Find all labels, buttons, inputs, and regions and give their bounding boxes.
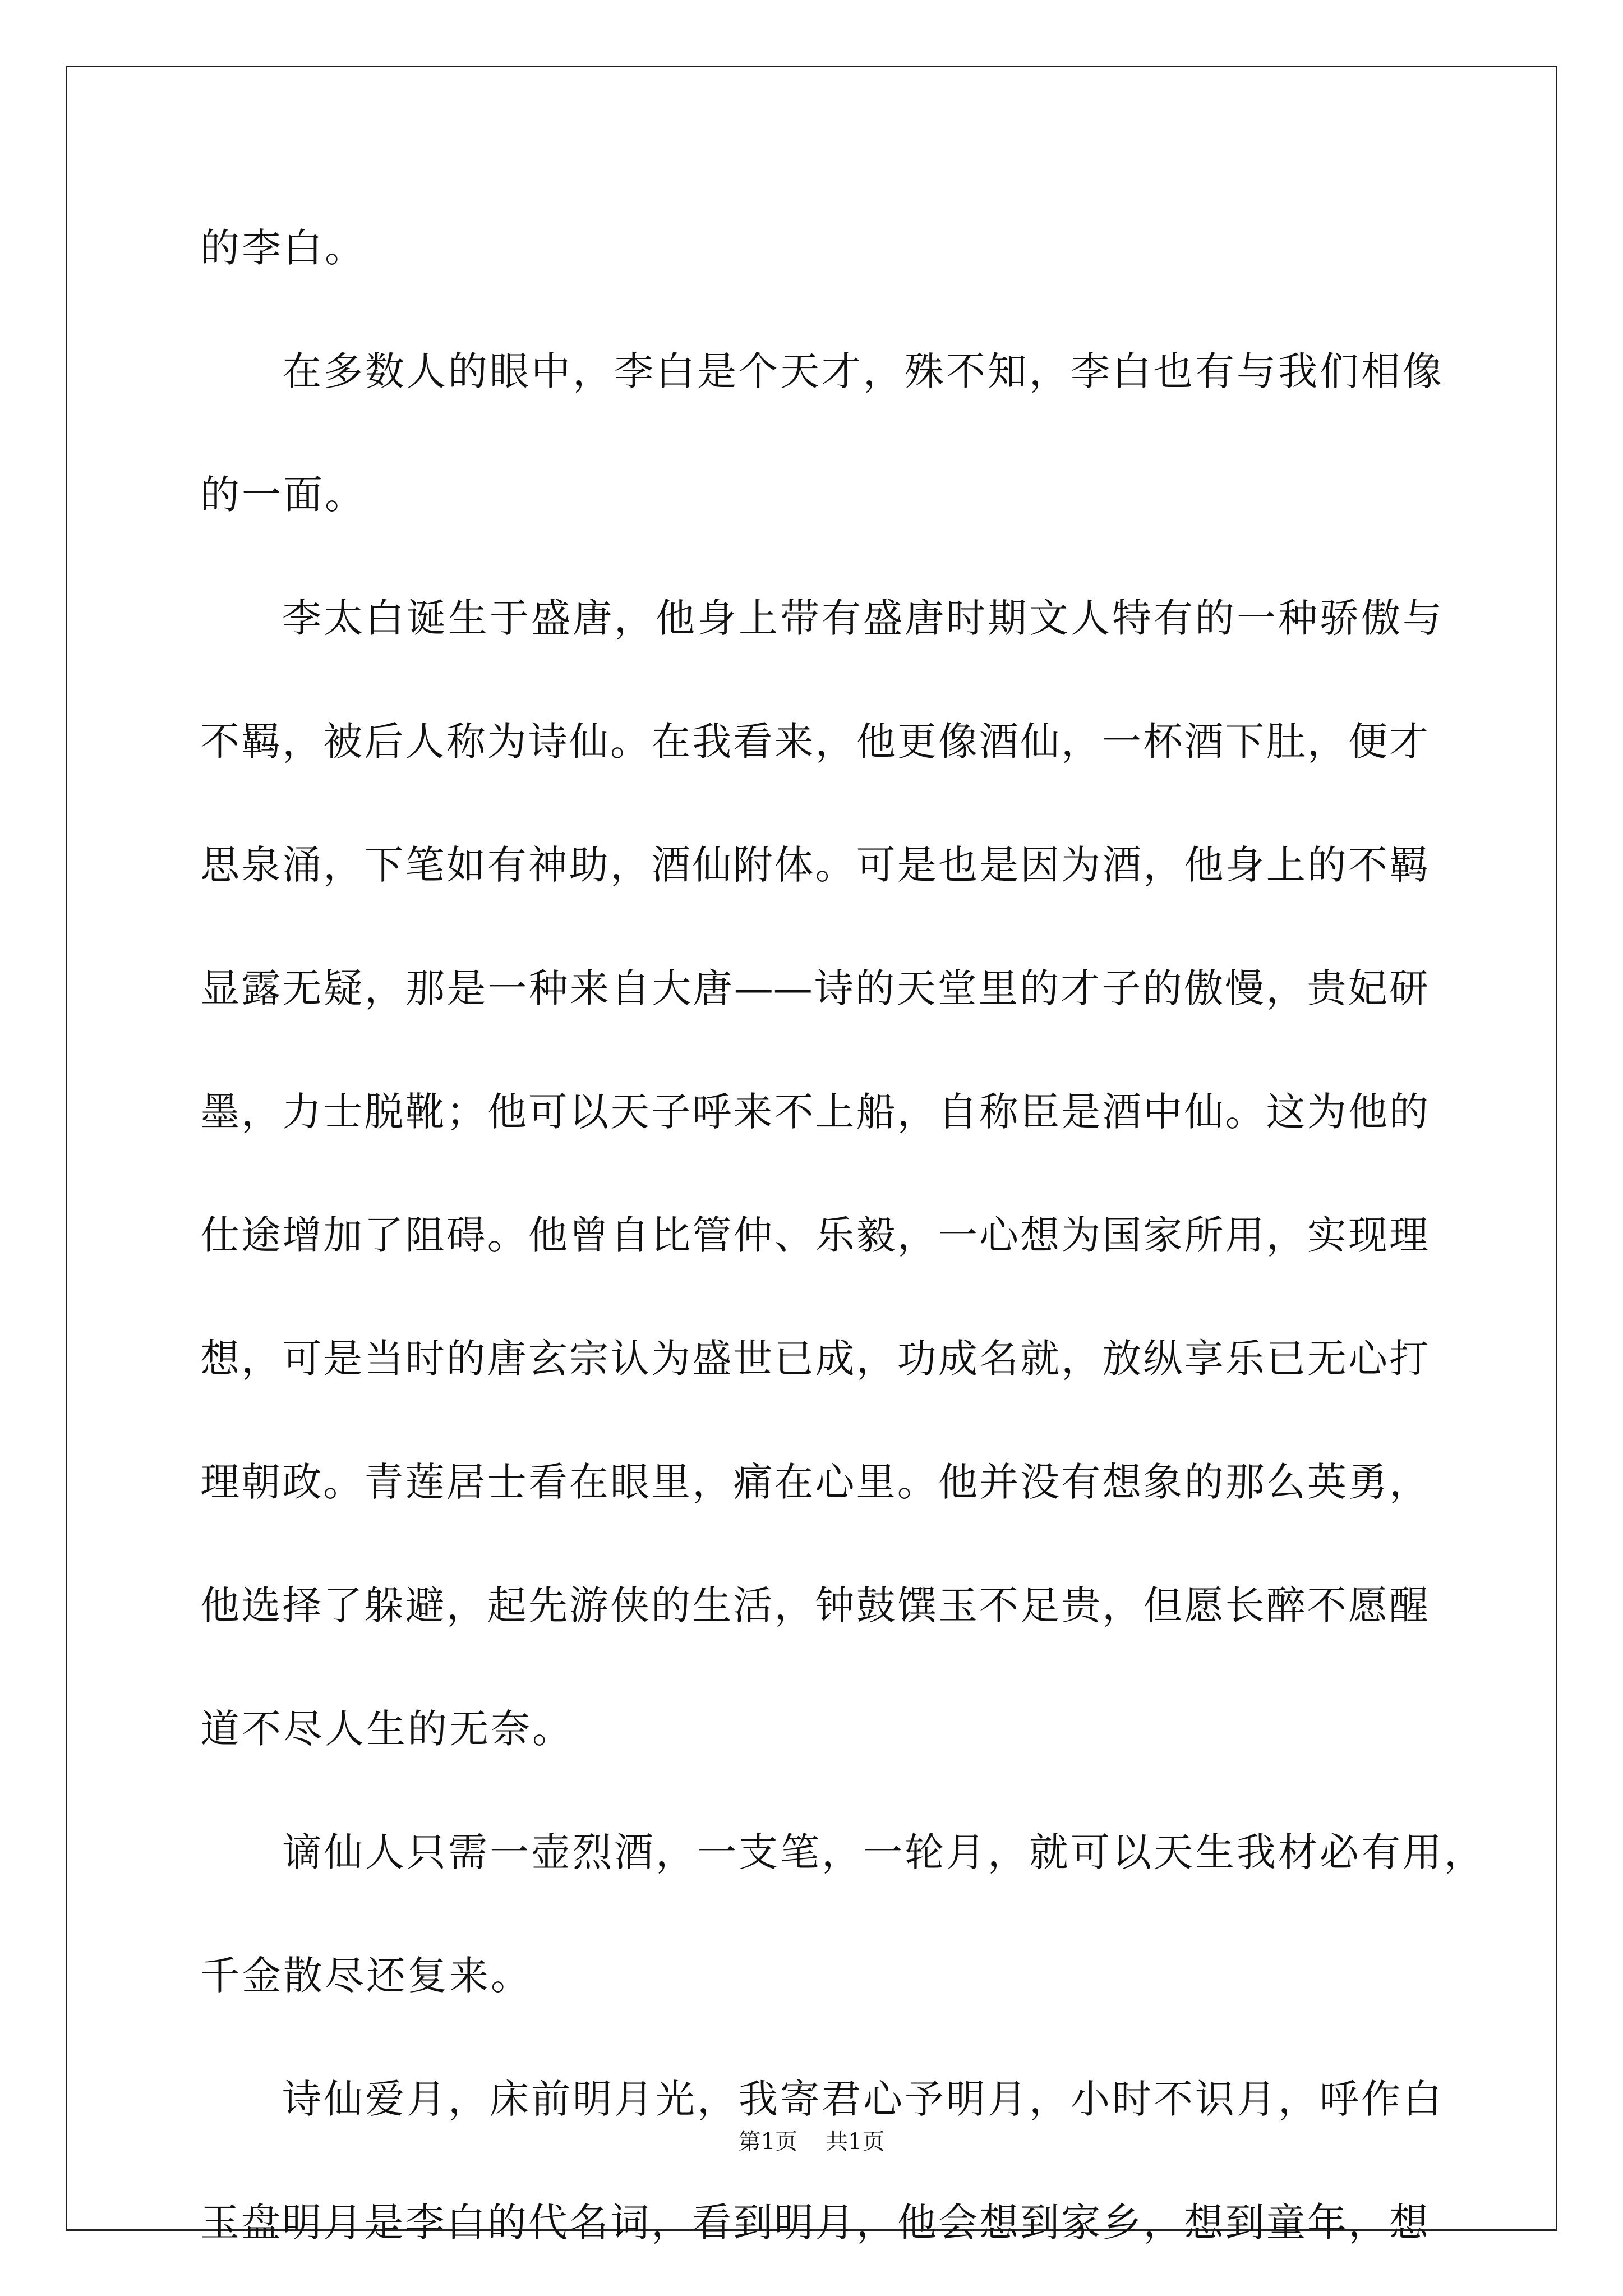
- text-line: 李太白诞生于盛唐，他身上带有盛唐时期文人特有的一种骄傲与: [282, 595, 1444, 641]
- page-total: 共1页: [826, 2129, 885, 2155]
- text-line: 谪仙人只需一壶烈酒，一支笔，一轮月，就可以天生我材必有用，: [282, 1829, 1486, 1875]
- text-line: 他选择了躲避，起先游侠的生活，钟鼓馔玉不足贵，但愿长醉不愿醒: [200, 1582, 1428, 1628]
- text-line: 千金散尽还复来。: [200, 1953, 532, 1999]
- page-number: 第1页: [738, 2129, 797, 2155]
- text-line: 玉盘明月是李白的代名词，看到明月，他会想到家乡，想到童年，想: [200, 2200, 1428, 2246]
- text-line: 仕途增加了阻碍。他曾自比管仲、乐毅，一心想为国家所用，实现理: [200, 1212, 1428, 1258]
- text-line: 的一面。: [200, 472, 366, 518]
- page-footer: [0, 2126, 1623, 2157]
- text-line: 道不尽人生的无奈。: [200, 1706, 574, 1752]
- text-line: 思泉涌，下笔如有神助，酒仙附体。可是也是因为酒，他身上的不羁: [200, 842, 1428, 888]
- text-line: 想，可是当时的唐玄宗认为盛世已成，功成名就，放纵享乐已无心打: [200, 1336, 1428, 1382]
- text-line: 墨，力士脱靴；他可以天子呼来不上船，自称臣是酒中仙。这为他的: [200, 1089, 1428, 1135]
- text-line: 理朝政。青莲居士看在眼里，痛在心里。他并没有想象的那么英勇，: [200, 1459, 1428, 1505]
- text-line: 诗仙爱月，床前明月光，我寄君心予明月，小时不识月，呼作白: [282, 2076, 1444, 2122]
- text-line: 的李白。: [200, 225, 366, 271]
- text-line: 不羁，被后人称为诗仙。在我看来，他更像酒仙，一杯酒下肚，便才: [200, 719, 1428, 765]
- text-line: 在多数人的眼中，李白是个天才，殊不知，李白也有与我们相像: [282, 348, 1444, 394]
- text-line: 显露无疑，那是一种来自大唐——诗的天堂里的才子的傲慢，贵妃研: [200, 965, 1428, 1011]
